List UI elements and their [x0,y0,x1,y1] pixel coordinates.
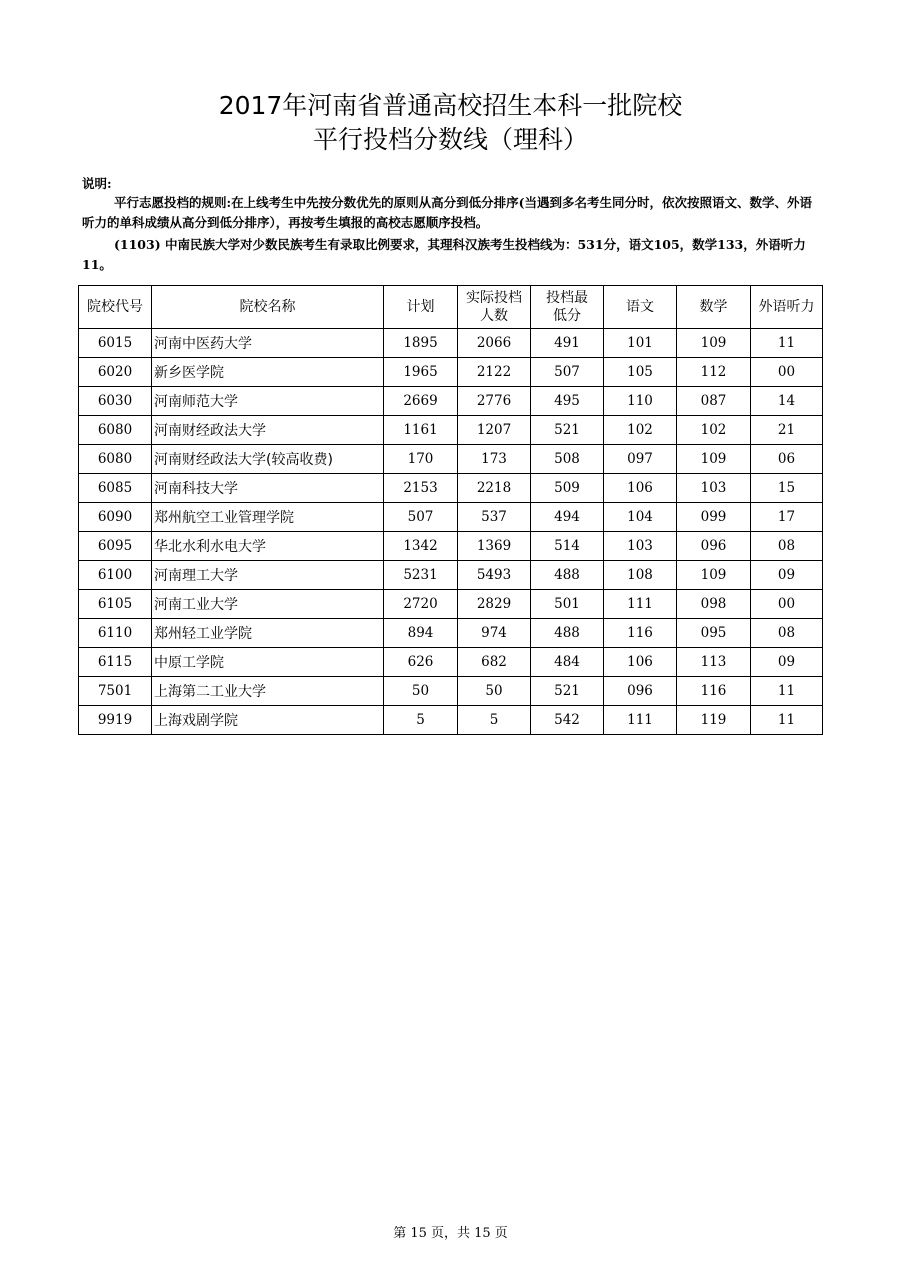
cell-plan: 1895 [384,329,458,358]
cell-plan: 1342 [384,532,458,561]
cell-min-score: 491 [531,329,604,358]
header-school-name: 院校名称 [152,286,384,329]
cell-chinese: 097 [604,445,677,474]
header-chinese: 语文 [604,286,677,329]
cell-school-name: 河南工业大学 [152,590,384,619]
cell-plan: 2720 [384,590,458,619]
cell-min-score: 488 [531,561,604,590]
cell-math: 109 [677,329,751,358]
cell-min-score: 542 [531,706,604,735]
cell-math: 095 [677,619,751,648]
cell-min-score: 521 [531,416,604,445]
cell-listening: 06 [751,445,823,474]
cell-school-name: 上海戏剧学院 [152,706,384,735]
cell-school-name: 郑州航空工业管理学院 [152,503,384,532]
cell-actual-count: 2066 [458,329,531,358]
table-row [79,503,823,532]
cell-math: 116 [677,677,751,706]
notes-special: (1103) 中南民族大学对少数民族考生有录取比例要求，其理科汉族考生投档线为：531分，语文105，数学133，外语听力11。 [82,237,806,272]
cell-actual-count: 974 [458,619,531,648]
cell-min-score: 507 [531,358,604,387]
cell-listening: 21 [751,416,823,445]
cell-chinese: 105 [604,358,677,387]
table-row [79,358,823,387]
cell-plan: 2153 [384,474,458,503]
cell-actual-count: 5 [458,706,531,735]
cell-school-name: 河南财经政法大学 [152,416,384,445]
cell-school-name: 新乡医学院 [152,358,384,387]
cell-math: 109 [677,561,751,590]
cell-listening: 00 [751,358,823,387]
cell-min-score: 521 [531,677,604,706]
cell-listening: 11 [751,677,823,706]
cell-chinese: 106 [604,474,677,503]
cell-school-code: 6080 [79,445,152,474]
cell-school-code: 6030 [79,387,152,416]
cell-actual-count: 2776 [458,387,531,416]
cell-actual-count: 1207 [458,416,531,445]
cell-school-code: 6110 [79,619,152,648]
cell-min-score: 508 [531,445,604,474]
header-actual-count: 实际投档人数 [458,286,531,329]
cell-math: 113 [677,648,751,677]
table-row [79,445,823,474]
cell-school-code: 6095 [79,532,152,561]
table-row [79,474,823,503]
table-row [79,532,823,561]
cell-school-code: 6115 [79,648,152,677]
cell-min-score: 495 [531,387,604,416]
cell-plan: 50 [384,677,458,706]
header-plan: 计划 [384,286,458,329]
cell-chinese: 108 [604,561,677,590]
table-row [79,706,823,735]
cell-chinese: 102 [604,416,677,445]
cell-actual-count: 537 [458,503,531,532]
document-title: 2017年河南省普通高校招生本科一批院校 [218,91,683,120]
cell-school-code: 6105 [79,590,152,619]
header-school-code: 院校代号 [79,286,152,329]
cell-actual-count: 2829 [458,590,531,619]
page-footer: 第 15 页，共 15 页 [393,1226,508,1241]
cell-math: 119 [677,706,751,735]
cell-plan: 5231 [384,561,458,590]
cell-plan: 5 [384,706,458,735]
cell-min-score: 501 [531,590,604,619]
cell-plan: 1161 [384,416,458,445]
header-min-score: 投档最低分 [531,286,604,329]
cell-math: 112 [677,358,751,387]
cell-plan: 507 [384,503,458,532]
cell-listening: 00 [751,590,823,619]
cell-school-name: 河南师范大学 [152,387,384,416]
cell-min-score: 509 [531,474,604,503]
cell-listening: 15 [751,474,823,503]
cell-actual-count: 682 [458,648,531,677]
table-row [79,416,823,445]
cell-listening: 17 [751,503,823,532]
cell-actual-count: 2218 [458,474,531,503]
cell-plan: 1965 [384,358,458,387]
cutoff-score-table [78,285,823,735]
cell-math: 087 [677,387,751,416]
table-header-row [79,286,823,329]
cell-chinese: 103 [604,532,677,561]
cell-chinese: 116 [604,619,677,648]
table-row [79,387,823,416]
cell-chinese: 106 [604,648,677,677]
cell-listening: 14 [751,387,823,416]
document-subtitle: 平行投档分数线（理科） [312,125,588,154]
cell-plan: 2669 [384,387,458,416]
cell-listening: 08 [751,619,823,648]
cell-school-code: 7501 [79,677,152,706]
cell-school-code: 6085 [79,474,152,503]
cell-chinese: 111 [604,590,677,619]
cell-actual-count: 1369 [458,532,531,561]
cell-plan: 626 [384,648,458,677]
cell-school-name: 郑州轻工业学院 [152,619,384,648]
cell-school-name: 华北水利水电大学 [152,532,384,561]
cell-listening: 11 [751,329,823,358]
cell-actual-count: 2122 [458,358,531,387]
cell-min-score: 494 [531,503,604,532]
cell-chinese: 104 [604,503,677,532]
cell-min-score: 484 [531,648,604,677]
cell-chinese: 101 [604,329,677,358]
header-math: 数学 [677,286,751,329]
cell-school-code: 9919 [79,706,152,735]
cell-chinese: 111 [604,706,677,735]
table-row [79,677,823,706]
cell-math: 109 [677,445,751,474]
cell-listening: 09 [751,648,823,677]
cell-school-code: 6080 [79,416,152,445]
cell-math: 102 [677,416,751,445]
cell-school-name: 上海第二工业大学 [152,677,384,706]
cell-school-code: 6015 [79,329,152,358]
cell-listening: 11 [751,706,823,735]
cell-chinese: 096 [604,677,677,706]
table-row [79,561,823,590]
cell-actual-count: 50 [458,677,531,706]
cell-actual-count: 173 [458,445,531,474]
cell-math: 098 [677,590,751,619]
table-row [79,329,823,358]
table-row [79,619,823,648]
cell-min-score: 488 [531,619,604,648]
cell-school-code: 6100 [79,561,152,590]
cell-math: 099 [677,503,751,532]
notes-rule: 平行志愿投档的规则:在上线考生中先按分数优先的原则从高分到低分排序(当遇到多名考生同分时，依次按照语文、数学、外语听力的单科成绩从高分到低分排序），再按考生填报的高校志愿顺序投档。 [82,195,813,230]
header-listening: 外语听力 [751,286,823,329]
cell-school-name: 河南科技大学 [152,474,384,503]
cell-listening: 08 [751,532,823,561]
cell-listening: 09 [751,561,823,590]
table-row [79,590,823,619]
cell-school-name: 河南理工大学 [152,561,384,590]
cell-min-score: 514 [531,532,604,561]
cell-school-name: 河南财经政法大学(较高收费) [152,445,384,474]
cell-plan: 170 [384,445,458,474]
cell-actual-count: 5493 [458,561,531,590]
cell-math: 103 [677,474,751,503]
cell-plan: 894 [384,619,458,648]
cell-school-name: 河南中医药大学 [152,329,384,358]
cell-math: 096 [677,532,751,561]
notes-heading: 说明: [82,176,112,191]
cell-school-name: 中原工学院 [152,648,384,677]
cell-school-code: 6090 [79,503,152,532]
table-row [79,648,823,677]
cell-chinese: 110 [604,387,677,416]
cell-school-code: 6020 [79,358,152,387]
